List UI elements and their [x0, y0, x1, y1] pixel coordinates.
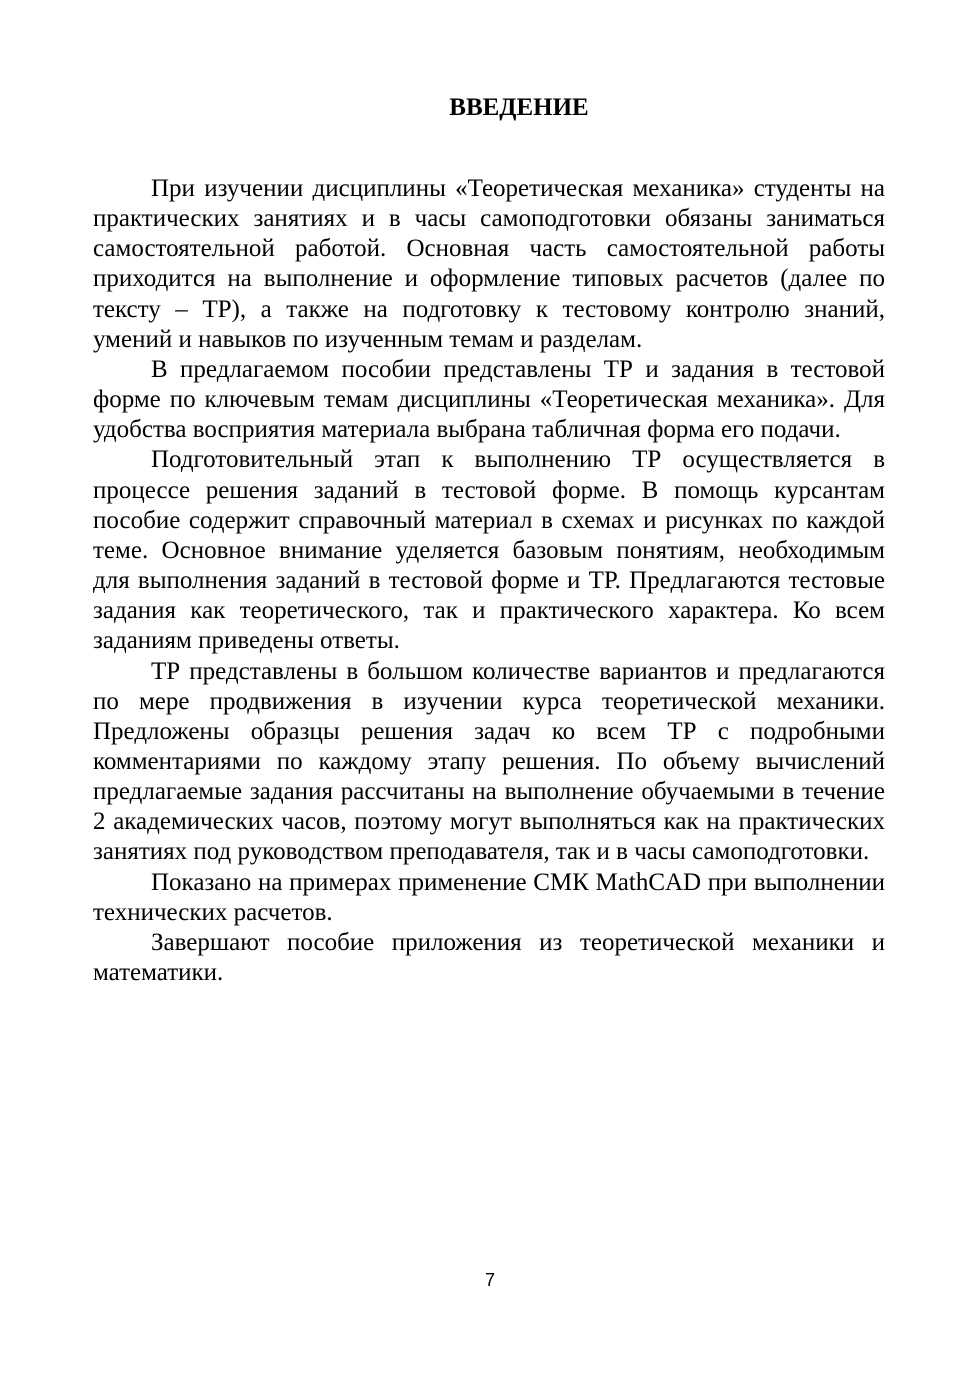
paragraph-1: При изучении дисциплины «Теоретическая механика» студенты на практических занятиях и в часы самоподготовки обязаны заниматься самостоятельной работой. Основная часть самостоятельной работы приходится на выполнение и оформление типовых расчетов (далее по тексту – ТР), а также на подготовку к тестовому контролю знаний, умений и навыков по изученным темам и разделам.: [93, 175, 885, 353]
body-text: [93, 174, 885, 988]
paragraph-3: Подготовительный этап к выполнению ТР осуществляется в процессе решения заданий в тестовой форме. В помощь курсантам пособие содержит справочный материал в схемах и рисунках по каждой теме. Основное внимание уделяется базовым понятиям, необходимым для выполнения заданий в тестовой форме и ТР. Предлагаются тестовые задания как теоретического, так и практического характера. Ко всем заданиям приведены ответы.: [93, 446, 885, 655]
page-number: 7: [484, 1270, 495, 1290]
paragraph-6: Завершают пособие приложения из теоретической механики и математики.: [93, 928, 885, 987]
section-title: ВВЕДЕНИЕ: [449, 94, 589, 121]
paragraph-2: В предлагаемом пособии представлены ТР и задания в тестовой форме по ключевым темам дисциплины «Теоретическая механика». Для удобства восприятия материала выбрана табличная форма его подачи.: [93, 355, 885, 444]
paragraph-4: ТР представлены в большом количестве вариантов и предлагаются по мере продвижения в изучении курса теоретической механики. Предложены образцы решения задач ко всем ТР с подробными комментариями по каждому этапу решения. По объему вычислений предлагаемые задания рассчитаны на выполнение обучаемыми в течение 2 академических часов, поэтому могут выполняться как на практических занятиях под руководством преподавателя, так и в часы самоподготовки.: [93, 657, 885, 866]
paragraph-5: Показано на примерах применение СМК MathCAD при выполнении технических расчетов.: [93, 868, 885, 926]
